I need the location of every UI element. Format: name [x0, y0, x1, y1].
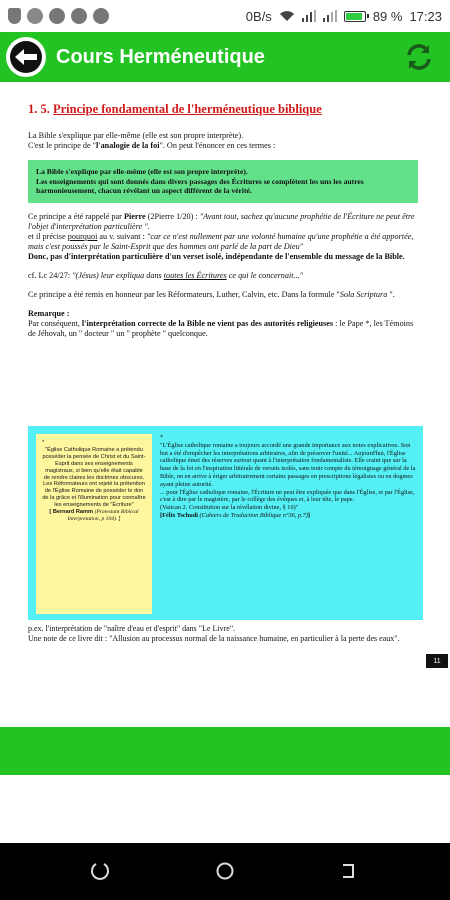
signal-icon	[302, 10, 316, 22]
quote-text: "L'Église catholique romaine a toujours accordé une grande importance aux notes explicatives. Son but a été d'empêcher les interprétations arbitraires, afin de préserver l'unité... Aujourd'hui, l'Église catholique émet des réserves surtout quant à l'interprétation fondamentaliste. Elle craint que sur la base de la foi en l'inspiration littérale de versets isolés, sans tenir compte du témoignage général de la Bible, on en arrive à ériger arbitrairement certains passages en prescriptions légalistes ou en dogmes ayant pleine autorité.	[160, 441, 416, 488]
quote-author: [Félix Tschudi	[160, 511, 198, 519]
nav-back-icon[interactable]	[340, 861, 360, 881]
quote-box	[28, 426, 423, 620]
footnote-author: [ Bernard Ramm	[49, 509, 93, 516]
text: Une note de ce livre dit : "Allusion au processus normal de la naissance humaine, en particulier à la perte des eaux".	[28, 634, 400, 643]
bible-quote: "Avant tout, sachez qu'aucune prophétie de l'Écriture ne peut être l'objet d'interprétation particulière ".	[28, 211, 415, 231]
principle-box	[28, 160, 418, 203]
section-title	[28, 102, 418, 117]
document-page[interactable]	[0, 82, 450, 727]
underlined-text: toutes les Écritures	[163, 270, 227, 280]
remark-paragraph	[28, 309, 418, 339]
page-number: 11	[426, 654, 448, 668]
nav-recents-icon[interactable]	[90, 861, 110, 881]
quote-star: *	[160, 434, 164, 441]
quote-text: (Vatican 2. Constitution sur la révélation divine, § 10)"	[160, 504, 299, 512]
text: au v. suivant :	[97, 231, 147, 241]
section-number: 1. 5.	[28, 102, 50, 116]
notification-icons	[0, 8, 109, 24]
catholic-quote	[160, 434, 418, 520]
text: p.ex. l'interprétation de "naître d'eau et d'esprit" dans "Le Livre".	[28, 624, 236, 633]
italic-text: Sola Scriptura	[339, 289, 388, 299]
reformers-paragraph	[28, 290, 418, 300]
principle-line: Les enseignements qui sont donnés dans divers passages des Écritures se complètent les uns les autres harmonieusement, chacun révélant un aspect différent de la vérité.	[36, 176, 364, 195]
example-paragraph	[28, 624, 418, 644]
download-icon	[71, 8, 87, 24]
network-speed: 0B/s	[245, 8, 272, 24]
text: et il précise	[28, 231, 68, 241]
bible-quote: ce qui le concernait..."	[226, 270, 304, 280]
upload-icon	[49, 8, 65, 24]
battery-icon	[344, 11, 366, 22]
status-bar	[0, 0, 450, 32]
text: Ce principe a été remis en honneur par les Réformateurs, Luther, Calvin, etc. Dans la formule "	[28, 289, 340, 299]
footnote-bracket: ]	[118, 515, 121, 522]
quote-text: ... pour l'Église catholique romaine, l'Écriture ne peut être expliquée que dans l'Église, et par l'Église, c'est à dire par le magistère, par le collège des évêques et, à leur tête, le pape.	[160, 488, 415, 504]
footnote-star: *	[42, 440, 45, 446]
signal-icon	[323, 10, 337, 22]
app-bar	[0, 32, 450, 82]
emphasis: Pierre	[123, 211, 146, 221]
footnote-source: (Protestant Biblical Interpretation, p 104).	[67, 509, 139, 522]
battery-percent: 89 %	[372, 8, 403, 24]
intro-emphasis: l'analogie de la foi	[96, 141, 160, 150]
intro-line: La Bible s'explique par elle-même (elle est son propre interprète).	[28, 131, 244, 140]
footnote-text: "Église Catholique Romaine a prétendu posséder la pensée de Christ et du Saint-Esprit dans ses enseignements magistraux, si bien qu'elle était capable de rendre claires les doctrines obscures. Les Réformateurs ont rejeté la prétention de l'Église Romaine de posséder le don de la grâce et l'illumination pour connaître les enseignements de "Écriture"	[42, 446, 146, 509]
bible-quote: "(Jésus) leur expliqua dans	[72, 270, 164, 280]
nav-home-icon[interactable]	[215, 861, 235, 881]
system-indicators	[246, 9, 450, 24]
principle-line: La Bible s'explique par elle-même (elle est son propre interprète).	[36, 167, 248, 176]
document-body	[28, 102, 418, 348]
quote-bracket: ]	[307, 511, 310, 519]
remark-label: Remarque :	[28, 308, 70, 318]
refresh-icon[interactable]	[404, 42, 434, 72]
quote-source: (Cahiers de Traduction Biblique n°36, p.7)	[199, 511, 308, 519]
back-arrow-icon	[10, 41, 42, 73]
download-icon	[93, 8, 109, 24]
text: ".	[387, 289, 395, 299]
pierre-paragraph	[28, 212, 418, 262]
bottom-banner	[0, 727, 450, 775]
luke-paragraph	[28, 271, 418, 281]
text: Ce principe a été rappelé par	[28, 211, 124, 221]
conclusion: Donc, pas d'interprétation particulière d'un verset isolé, indépendante de l'ensemble du message de la Bible.	[28, 251, 405, 261]
text: (2Pierre 1/20) :	[145, 211, 200, 221]
shield-icon	[8, 8, 21, 24]
intro-line: ". On peut l'énoncer en ces termes :	[159, 141, 276, 150]
intro-paragraph	[28, 131, 418, 151]
wifi-icon	[279, 10, 295, 22]
back-button[interactable]	[6, 37, 46, 77]
navigation-bar	[0, 843, 450, 900]
text: : le Pape *, les Témoins de Jéhovah, un " docteur " un " prophète " quelconque.	[28, 318, 414, 338]
notification-dot-icon	[27, 8, 43, 24]
section-title-text: Principe fondamental de l'herméneutique biblique	[53, 102, 322, 116]
underlined-text: pourquoi	[67, 231, 98, 241]
clock: 17:23	[409, 8, 442, 24]
text: Par conséquent,	[28, 318, 82, 328]
footnote-box	[36, 434, 152, 614]
emphasis: l'interprétation correcte de la Bible ne vient pas des autorités religieuses	[81, 318, 334, 328]
text: cf. Lc 24/27:	[28, 270, 73, 280]
intro-line: C'est le principe de "	[28, 141, 97, 150]
app-title: Cours Herméneutique	[56, 45, 265, 68]
bible-quote: "car ce n'est nullement par une volonté humaine qu'une prophétie a été apportée, mais c'est poussés par le Saint-Esprit que des hommes ont parlé de la part de Dieu"	[28, 231, 414, 251]
